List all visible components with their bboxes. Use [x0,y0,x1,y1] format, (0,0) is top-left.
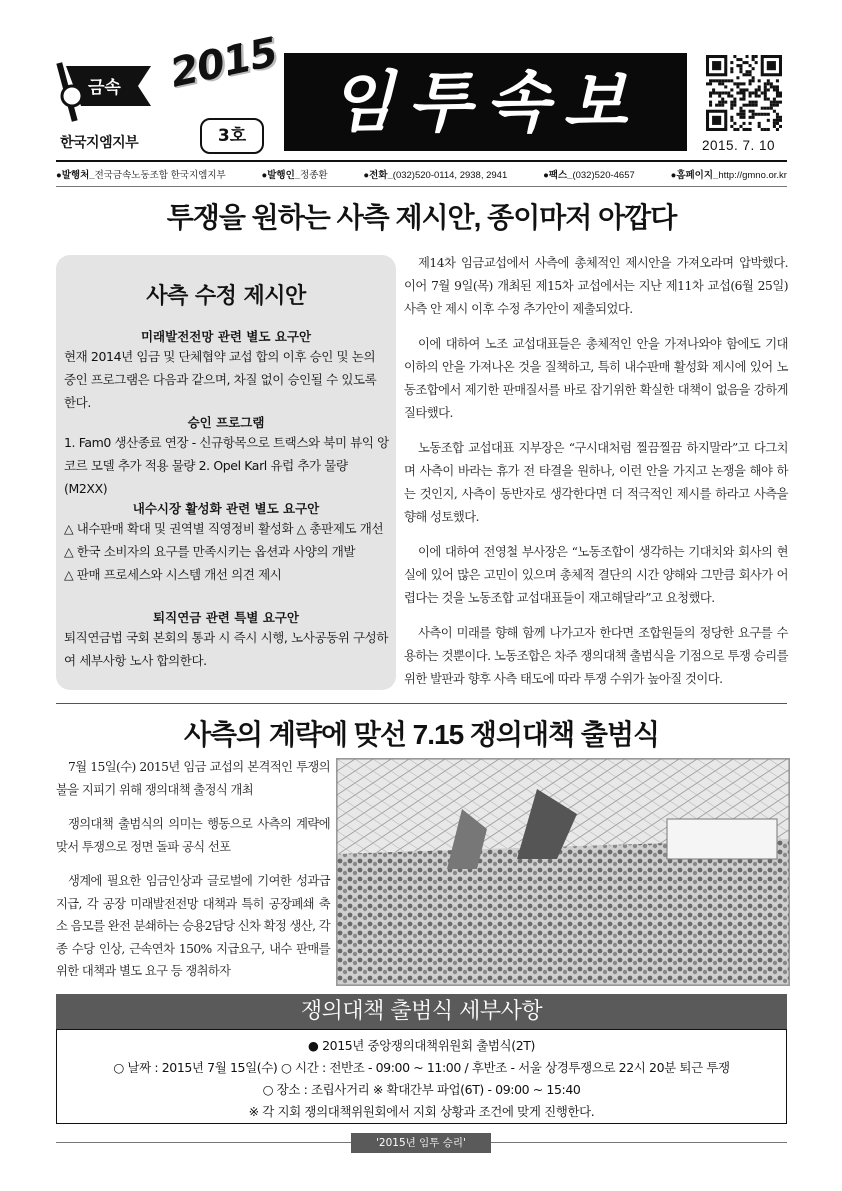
fax-item: ●팩스_(032)520-4657 [543,170,635,181]
qr-code-icon[interactable] [706,55,782,131]
publisher-item: ●발행처_전국금속노동조합 한국지엠지부 [56,170,226,181]
headline-secondary: 사측의 계략에 맞선 7.15 쟁의대책 출범식 [183,719,660,750]
section-heading: 퇴직연금 관련 특별 요구안 [153,610,299,625]
proposal-box [56,255,396,690]
proposal-box-title: 사측 수정 제시안 [146,284,306,309]
details-line: ● 2015년 중앙쟁의대책위원회 출범식(2T) [308,1038,535,1053]
paragraph: 이에 대하여 노조 교섭대표들은 총체적인 안을 가져나와야 함에도 기대 이하의 안을 가져나온 것을 질책하고, 특히 내수판매 활성화 제시에 있어 노동조합에서 제기한 판매질서를 바로 잡기위한 확실한 대책이 없음을 강하게 질타했다. [404,337,788,420]
phone-item: ●전화_(032)520-0114, 2938, 2941 [363,170,508,181]
newspaper-title: 임투속보 [284,53,687,151]
paragraph: 노동조합 교섭대표 지부장은 “구시대처럼 찔끔찔끔 하지말라”고 다그치며 사측이 바라는 휴가 전 타결을 원하나, 이런 안을 가지고 논쟁을 해야 하는 것인지, 사측이 동반자로 생각한다면 더 적극적인 제시를 하라고 사측을 향해 성토했다. [404,441,788,524]
section-heading: 미래발전전망 관련 별도 요구안 [140,329,312,344]
org-name: 한국지엠지부 [60,135,139,151]
details-line: ※ 각 지회 쟁의대책위원회에서 지회 상황과 조건에 맞게 진행한다. [248,1104,595,1119]
details-line: ○ 장소 : 조립사거리 ※ 확대간부 파업(6T) - 09:00 ~ 15:40 [262,1082,581,1097]
section-text: 1. Fam0 생산종료 연장 - 신규항목으로 트랙스와 북미 뷰익 앙코르 모델 추가 적용 물량 2. Opel Karl 유럽 추가 물량(M2XX) [64,435,389,496]
year-badge: 2015 [166,29,281,97]
paragraph: 이에 대하여 전영철 부사장은 “노동조합이 생각하는 기대치와 회사의 현실에 있어 많은 고민이 있으며 총체적 결단의 시간 양해와 그만큼 회사가 어렵다는 것을 노동조합 교섭대표들이 재고해달라”고 요청했다. [404,545,788,605]
section-text: 현재 2014년 임금 및 단체협약 교섭 합의 이후 승인 및 논의 중인 프로그램은 다음과 같으며, 차질 없이 승인될 수 있도록 한다. [64,349,377,410]
paragraph: 7월 15일(수) 2015년 임금 교섭의 본격적인 투쟁의 불을 지피기 위해 쟁의대책 출정식 개최 [56,760,330,797]
union-logo [56,56,156,126]
section-line: △ 판매 프로세스와 시스템 개선 의견 제시 [64,567,282,582]
section-line: △ 내수판매 확대 및 권역별 직영정비 활성화 △ 총판제도 개선 [64,521,384,536]
issue-number: 3호 [200,118,264,154]
rally-photo [336,758,790,986]
section-text: 퇴직연금법 국회 본회의 통과 시 즉시 시행, 노사공동위 구성하여 세부사항 노사 합의한다. [64,630,389,668]
article1-body [404,252,788,703]
headline-main: 투쟁을 원하는 사측 제시안, 종이마저 아깝다 [166,202,677,233]
logo-text: 금속 [88,78,121,98]
publisher-name-item: ●발행인_정종환 [261,170,328,181]
section-heading: 승인 프로그램 [187,415,265,430]
section-divider [56,703,787,704]
paragraph: 사측이 미래를 향해 함께 나가고자 한다면 조합원들의 정당한 요구를 수용하는 것뿐이다. 노동조합은 차주 쟁의대책 출범식을 기점으로 투쟁 승리를 위한 발판과 향후 사측 태도에 따라 투쟁 수위가 높아질 것이다. [404,626,788,686]
paragraph: 쟁의대책 출범식의 의미는 행동으로 사측의 계략에 맞서 투쟁으로 정면 돌파 공식 선포 [56,817,330,854]
article2-body [56,756,330,995]
section-heading: 내수시장 활성화 관련 별도 요구안 [132,501,320,516]
homepage-link[interactable]: ●홈페이지_http://gmno.or.kr [670,170,787,181]
details-box [56,1029,787,1124]
details-title: 쟁의대책 출범식 세부사항 [56,994,787,1029]
issue-date: 2015. 7. 10 [702,138,776,153]
publisher-info-bar [56,160,787,187]
paragraph: 제14차 임금교섭에서 사측에 총체적인 제시안을 가져오라며 압박했다. 이어 7월 9일(목) 개최된 제15차 교섭에서는 지난 제11차 교섭(6월 25일) 사측 안 제시 이후 수정 추가안이 제출되었다. [404,256,788,316]
section-line: △ 한국 소비자의 요구를 만족시키는 옵션과 사양의 개발 [64,544,356,559]
footer-slogan: '2015년 임투 승리' [351,1133,491,1153]
details-line: ○ 날짜 : 2015년 7월 15일(수) ○ 시간 : 전반조 - 09:00 ~ 11:00 / 후반조 - 서울 상경투쟁으로 22시 20분 퇴근 투쟁 [113,1060,730,1075]
paragraph: 생계에 필요한 임금인상과 글로벌에 기여한 성과급 지급, 각 공장 미래발전전망 대책과 특히 공장폐쇄 축소 음모를 완전 분쇄하는 승용2담당 신차 확정 생산, 각종 수당 인상, 근속연차 150% 지급요구, 내수 판매를 위한 대책과 별도 요구 등 쟁취하자 [56,874,330,978]
